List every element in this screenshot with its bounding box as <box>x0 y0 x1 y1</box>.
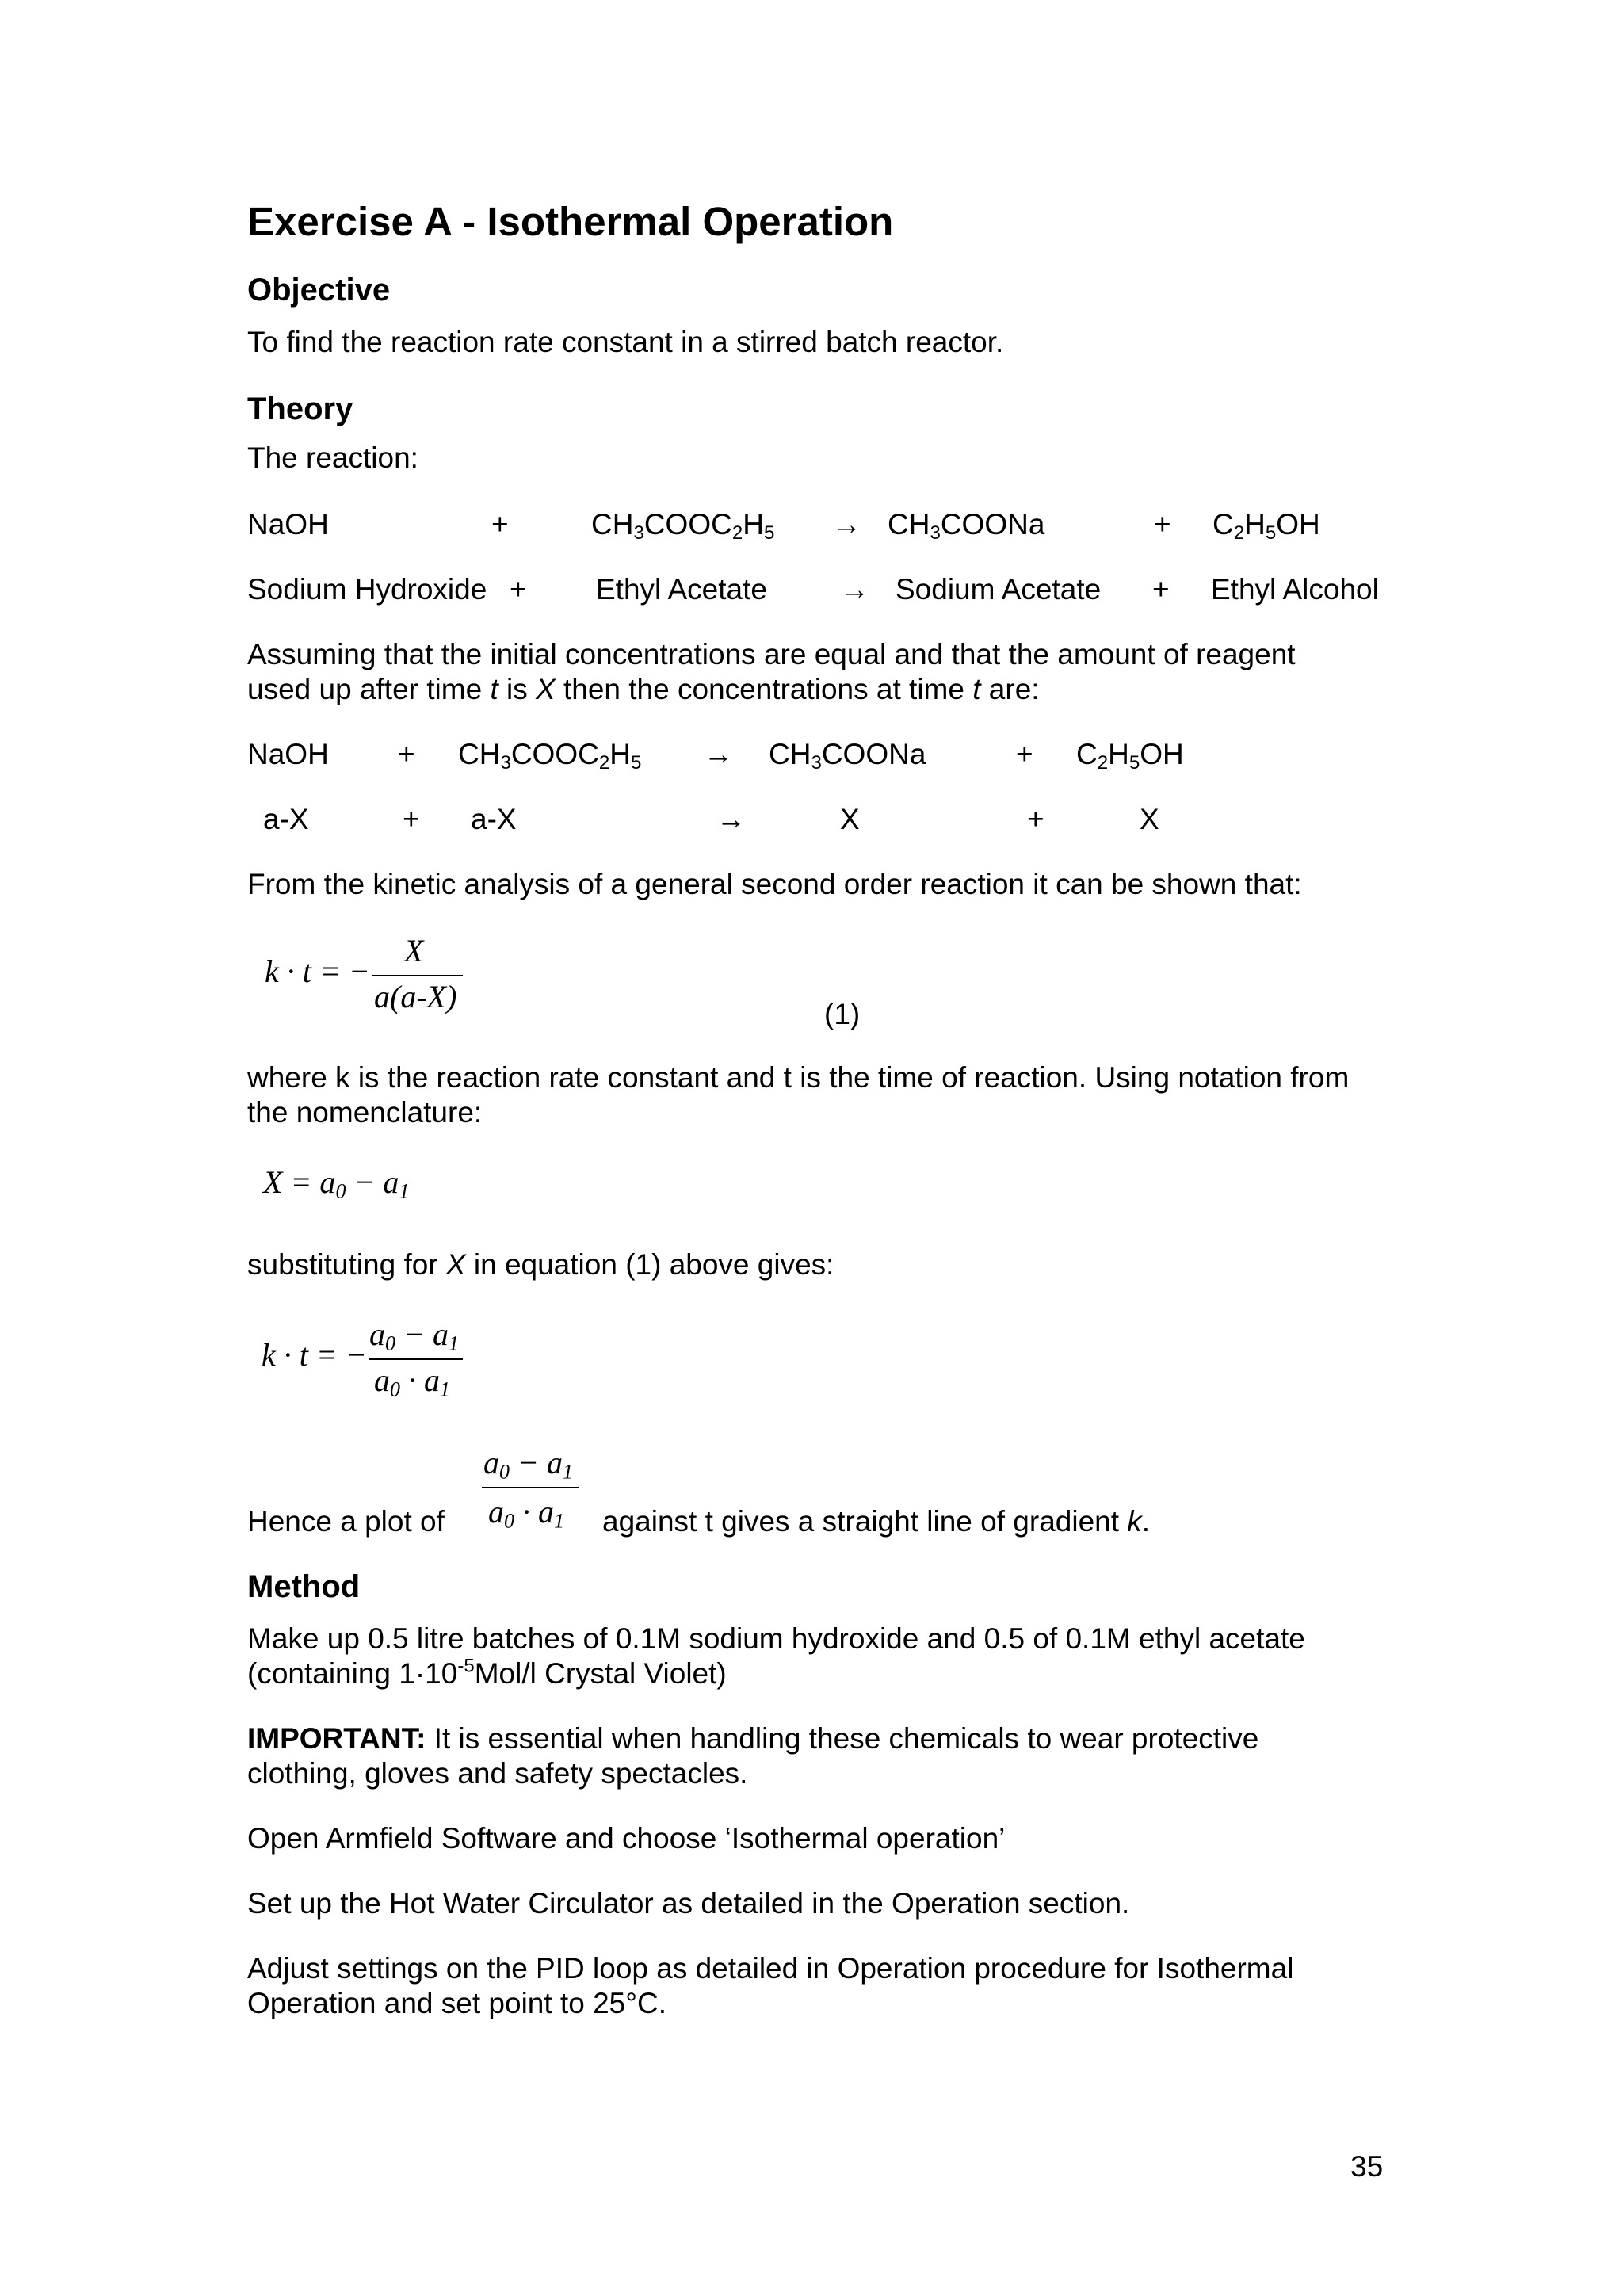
formula2-ethanol: $C_2H_5OH$ <box>1076 738 1184 774</box>
method-heading: Method <box>247 1569 361 1604</box>
important-label: IMPORTANT: <box>247 1722 426 1755</box>
where-line-1: where k is the reaction rate constant and t is the time of reaction. Using notation from <box>247 1061 1350 1094</box>
formula2-sodium-acetate: $CH_3COONa$ <box>769 738 926 774</box>
important-line-1: IMPORTANT: It is essential when handling these chemicals to wear protective <box>247 1722 1259 1755</box>
method-p3: Open Armfield Software and choose ‘Isothermal operation’ <box>247 1822 1006 1855</box>
important-line-2: clothing, gloves and safety spectacles. <box>247 1757 748 1790</box>
theory-heading: Theory <box>247 392 353 426</box>
name-arrow: → <box>840 573 869 606</box>
formula-plus-2: + <box>1154 508 1171 541</box>
conc-plus-2: + <box>1027 803 1044 835</box>
name-ethyl-alcohol: Ethyl Alcohol <box>1211 573 1379 606</box>
objective-text: To find the reaction rate constant in a stirred batch reactor. <box>247 326 1004 358</box>
hence-numerator: $a_0 - a_1$ <box>483 1445 573 1484</box>
eq3-numerator: $a_0 - a_1$ <box>369 1316 459 1355</box>
eq1-lhs: k · t = − <box>265 953 370 989</box>
assumption-line-2: used up after time t is X then the concentrations at time t are: <box>247 673 1040 705</box>
eq1-denominator: a(a-X) <box>374 979 457 1014</box>
page-number: 35 <box>1350 2150 1384 2183</box>
substituting-text: substituting for X in equation (1) above gives: <box>247 1248 834 1281</box>
eq3-fraction-bar <box>369 1358 463 1360</box>
conc-r1: a-X <box>263 803 309 835</box>
formula-naoh: NaOH <box>247 508 329 541</box>
formula2-plus-1: + <box>398 738 415 770</box>
conc-arrow: → <box>716 803 746 835</box>
conc-plus-1: + <box>403 803 420 835</box>
eq1-fraction-bar <box>372 975 463 976</box>
hence-denominator: $a_0 \cdot a_1$ <box>488 1494 564 1533</box>
where-line-2: the nomenclature: <box>247 1096 483 1129</box>
kinetic-text: From the kinetic analysis of a general second order reaction it can be shown that: <box>247 868 1302 900</box>
formula2-plus-2: + <box>1016 738 1033 770</box>
theory-intro: The reaction: <box>247 441 418 474</box>
method-p5-line-1: Adjust settings on the PID loop as detailed in Operation procedure for Isothermal <box>247 1952 1294 1985</box>
conc-r2: a-X <box>471 803 517 835</box>
conc-p1: X <box>840 803 860 835</box>
objective-heading: Objective <box>247 273 391 308</box>
page-title: Exercise A - Isothermal Operation <box>247 199 894 244</box>
eq3-lhs: k · t = − <box>262 1337 367 1373</box>
name-sodium-hydroxide: Sodium Hydroxide <box>247 573 487 606</box>
hence-fraction-bar <box>482 1487 579 1488</box>
name-plus-2: + <box>1152 573 1170 606</box>
eq1-fraction <box>372 932 463 1014</box>
formula-ethyl-acetate: $CH_3COOC_2H_5$ <box>591 508 775 544</box>
formula2-arrow: → <box>704 738 733 770</box>
conc-p2: X <box>1140 803 1159 835</box>
method-p4: Set up the Hot Water Circulator as detailed in the Operation section. <box>247 1887 1130 1920</box>
formula-plus-1: + <box>491 508 509 541</box>
formula2-ethyl-acetate: $CH_3COOC_2H_5$ <box>458 738 642 774</box>
formula-ethanol: $C_2H_5OH$ <box>1212 508 1320 544</box>
name-ethyl-acetate: Ethyl Acetate <box>596 573 767 606</box>
method-p1-line-2: (containing $1\cdot 10^{-5}Mol/l$ Crystal Violet) <box>247 1655 727 1690</box>
method-p5-line-2: Operation and set point to 25°C. <box>247 1987 667 2019</box>
method-p1-line-1: Make up 0.5 litre batches of 0.1M sodium hydroxide and 0.5 of 0.1M ethyl acetate <box>247 1622 1305 1655</box>
formula2-naoh: NaOH <box>247 738 329 770</box>
hence-text-a: Hence a plot of <box>247 1505 445 1538</box>
formula-sodium-acetate: $CH_3COONa$ <box>888 508 1045 544</box>
eq1-numerator: X <box>404 933 424 968</box>
assumption-line-1: Assuming that the initial concentrations are equal and that the amount of reagent <box>247 638 1296 670</box>
name-sodium-acetate: Sodium Acetate <box>896 573 1102 606</box>
eq3-denominator: $a_0 \cdot a_1$ <box>374 1362 450 1401</box>
hence-text-b: against t gives a straight line of gradient k. <box>602 1505 1151 1538</box>
eq3-fraction <box>369 1316 463 1401</box>
equation-2: $X = a_0 - a_1$ <box>263 1164 410 1203</box>
formula-arrow: → <box>832 508 861 541</box>
hence-fraction <box>482 1444 579 1533</box>
eq1-label: (1) <box>824 998 861 1030</box>
name-plus-1: + <box>510 573 527 606</box>
